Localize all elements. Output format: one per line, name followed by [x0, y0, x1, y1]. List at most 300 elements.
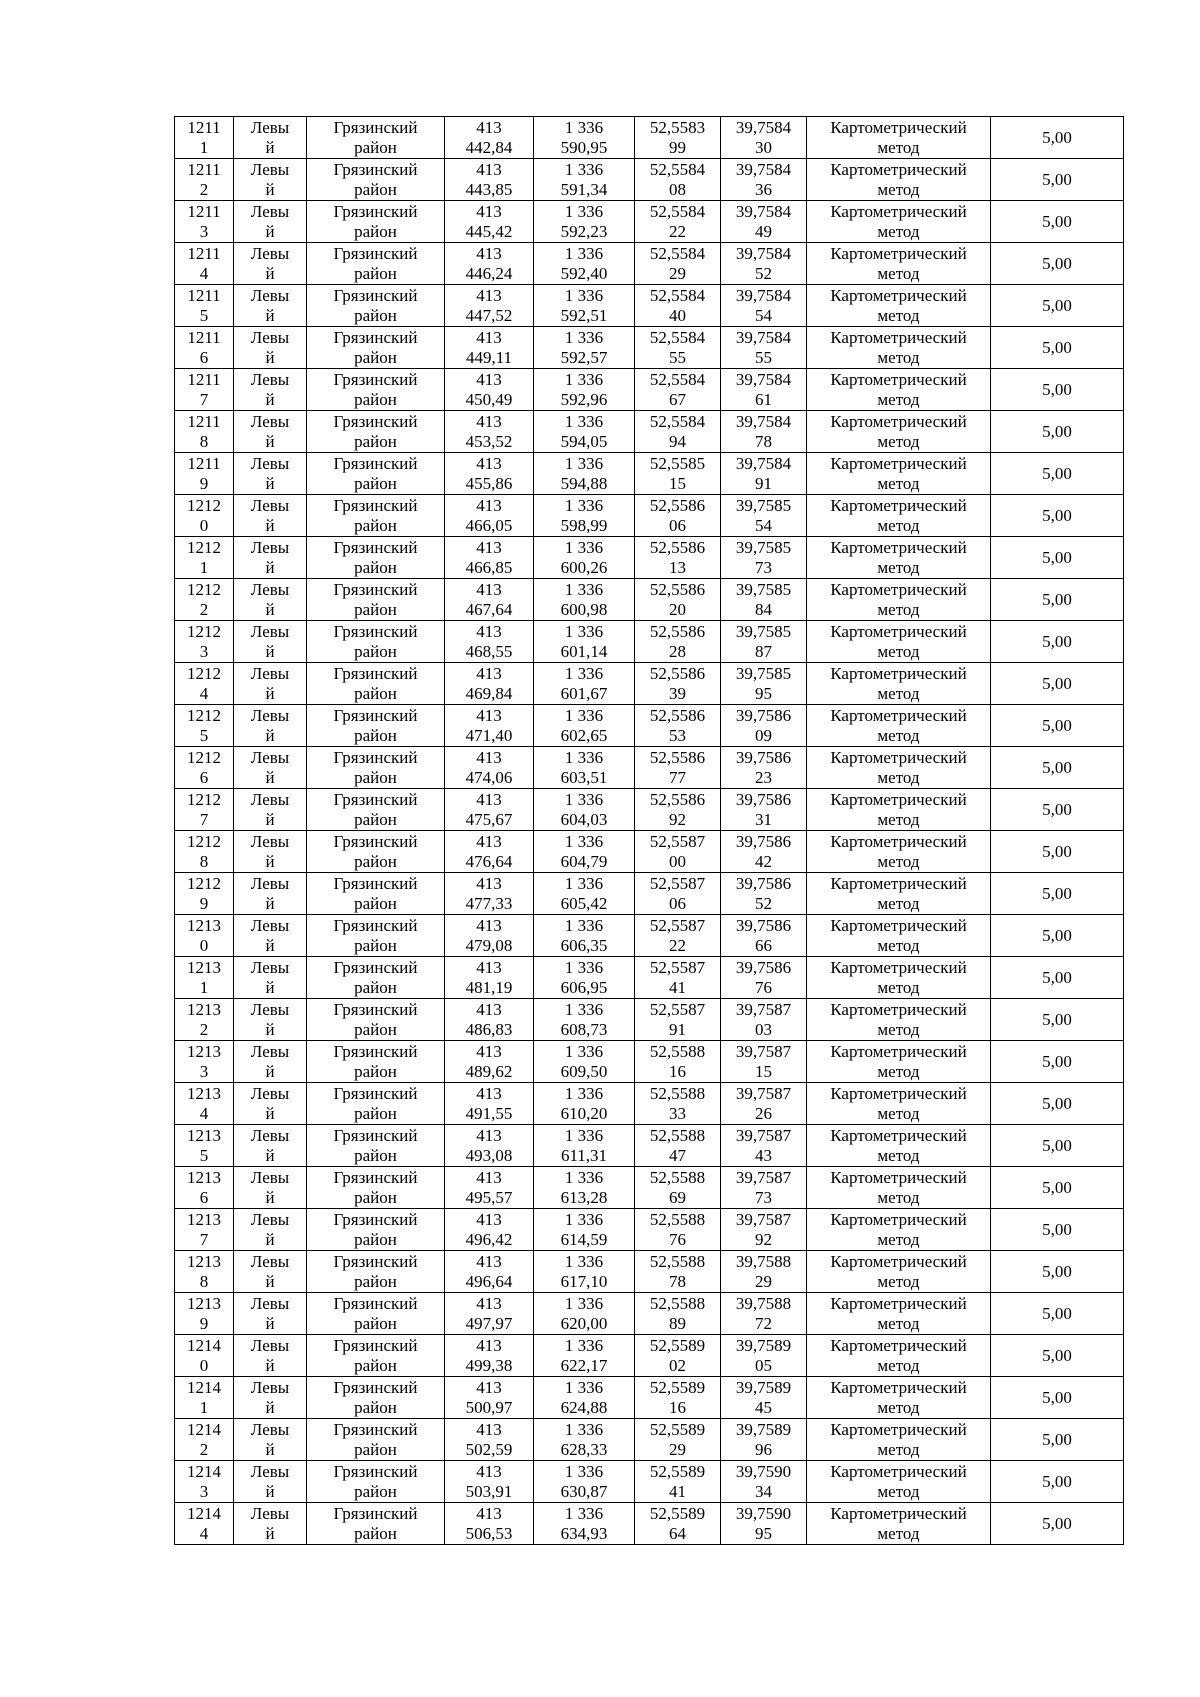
- table-row: [175, 327, 1124, 369]
- method-cell-line: Картометрический: [830, 705, 967, 725]
- point-number-cell: [175, 1461, 234, 1503]
- latitude-cell-line: 52,5586: [649, 747, 706, 767]
- x-coordinate-cell-line: 413: [476, 705, 502, 725]
- latitude-cell-line: 40: [669, 305, 686, 325]
- side-cell-line: Левы: [250, 705, 290, 725]
- x-coordinate-cell-line: 413: [476, 1419, 502, 1439]
- district-cell: [307, 1167, 445, 1209]
- x-coordinate-cell-line: 477,33: [465, 893, 513, 913]
- point-number-cell: [175, 957, 234, 999]
- y-coordinate-cell-line: 591,34: [560, 179, 608, 199]
- district-cell: [307, 1335, 445, 1377]
- accuracy-cell: 5,00: [991, 579, 1124, 621]
- district-cell: [307, 873, 445, 915]
- point-number-cell-line: 1213: [187, 915, 221, 935]
- y-coordinate-cell-line: 590,95: [560, 137, 608, 157]
- latitude-cell-line: 52,5586: [649, 789, 706, 809]
- longitude-cell-line: 23: [755, 767, 772, 787]
- district-cell-line: Грязинский: [333, 1251, 418, 1271]
- accuracy-cell: 5,00: [991, 1125, 1124, 1167]
- accuracy-cell: 5,00: [991, 915, 1124, 957]
- district-cell-line: район: [354, 1061, 397, 1081]
- longitude-cell-line: 43: [755, 1145, 772, 1165]
- point-number-cell: [175, 1419, 234, 1461]
- district-cell-line: Грязинский: [333, 285, 418, 305]
- district-cell-line: район: [354, 599, 397, 619]
- point-number-cell: [175, 453, 234, 495]
- district-cell-line: Грязинский: [333, 1503, 418, 1523]
- method-cell-line: метод: [877, 1271, 920, 1291]
- method-cell: [807, 495, 991, 537]
- table-row: [175, 1209, 1124, 1251]
- district-cell: [307, 243, 445, 285]
- point-number-cell-line: 1212: [187, 747, 221, 767]
- table-row: [175, 1503, 1124, 1545]
- y-coordinate-cell-line: 1 336: [564, 831, 604, 851]
- latitude-cell-line: 39: [669, 683, 686, 703]
- district-cell-line: район: [354, 263, 397, 283]
- y-coordinate-cell: [534, 369, 635, 411]
- x-coordinate-cell-line: 413: [476, 369, 502, 389]
- longitude-cell-line: 39,7590: [735, 1503, 792, 1523]
- point-number-cell-line: 6: [199, 347, 209, 367]
- table-row: [175, 1335, 1124, 1377]
- y-coordinate-cell-line: 617,10: [560, 1271, 608, 1291]
- side-cell-line: й: [265, 1481, 275, 1501]
- longitude-cell-line: 39,7588: [735, 1293, 792, 1313]
- y-coordinate-cell-line: 610,20: [560, 1103, 608, 1123]
- method-cell-line: Картометрический: [830, 1167, 967, 1187]
- point-number-cell: [175, 285, 234, 327]
- y-coordinate-cell: [534, 1377, 635, 1419]
- point-number-cell-line: 1211: [187, 243, 221, 263]
- district-cell-line: Грязинский: [333, 957, 418, 977]
- method-cell: [807, 789, 991, 831]
- accuracy-cell: 5,00: [991, 243, 1124, 285]
- table-row: [175, 1083, 1124, 1125]
- side-cell: [234, 1251, 307, 1293]
- method-cell-line: метод: [877, 1355, 920, 1375]
- longitude-cell-line: 76: [755, 977, 772, 997]
- longitude-cell-line: 15: [755, 1061, 772, 1081]
- district-cell: [307, 663, 445, 705]
- point-number-cell: [175, 495, 234, 537]
- y-coordinate-cell-line: 611,31: [560, 1145, 608, 1165]
- latitude-cell: [635, 453, 721, 495]
- latitude-cell: [635, 831, 721, 873]
- longitude-cell: [721, 327, 807, 369]
- longitude-cell-line: 39,7586: [735, 747, 792, 767]
- latitude-cell: [635, 495, 721, 537]
- point-number-cell-line: 1212: [187, 495, 221, 515]
- table-row: [175, 201, 1124, 243]
- side-cell: [234, 1419, 307, 1461]
- point-number-cell-line: 1213: [187, 1167, 221, 1187]
- y-coordinate-cell: [534, 831, 635, 873]
- longitude-cell-line: 39,7584: [735, 285, 792, 305]
- district-cell-line: Грязинский: [333, 1461, 418, 1481]
- point-number-cell: [175, 117, 234, 159]
- point-number-cell-line: 7: [199, 1229, 209, 1249]
- longitude-cell: [721, 159, 807, 201]
- method-cell: [807, 579, 991, 621]
- y-coordinate-cell-line: 1 336: [564, 411, 604, 431]
- y-coordinate-cell-line: 1 336: [564, 999, 604, 1019]
- longitude-cell: [721, 1251, 807, 1293]
- district-cell: [307, 1125, 445, 1167]
- x-coordinate-cell-line: 413: [476, 1377, 502, 1397]
- latitude-cell-line: 06: [669, 893, 686, 913]
- x-coordinate-cell-line: 413: [476, 453, 502, 473]
- side-cell: [234, 201, 307, 243]
- method-cell-line: Картометрический: [830, 1125, 967, 1145]
- point-number-cell-line: 1213: [187, 1125, 221, 1145]
- y-coordinate-cell-line: 1 336: [564, 159, 604, 179]
- district-cell: [307, 621, 445, 663]
- y-coordinate-cell-line: 622,17: [560, 1355, 608, 1375]
- x-coordinate-cell: [445, 957, 534, 999]
- x-coordinate-cell: [445, 285, 534, 327]
- longitude-cell: [721, 999, 807, 1041]
- latitude-cell: [635, 705, 721, 747]
- point-number-cell-line: 3: [199, 221, 209, 241]
- side-cell-line: Левы: [250, 1041, 290, 1061]
- longitude-cell: [721, 1377, 807, 1419]
- side-cell-line: й: [265, 1271, 275, 1291]
- side-cell-line: й: [265, 305, 275, 325]
- x-coordinate-cell: [445, 579, 534, 621]
- side-cell: [234, 621, 307, 663]
- longitude-cell-line: 39,7585: [735, 579, 792, 599]
- latitude-cell-line: 52,5586: [649, 537, 706, 557]
- x-coordinate-cell-line: 476,64: [465, 851, 513, 871]
- point-number-cell: [175, 201, 234, 243]
- longitude-cell-line: 39,7590: [735, 1461, 792, 1481]
- y-coordinate-cell: [534, 1083, 635, 1125]
- longitude-cell-line: 54: [755, 305, 772, 325]
- x-coordinate-cell-line: 413: [476, 327, 502, 347]
- district-cell-line: Грязинский: [333, 201, 418, 221]
- longitude-cell: [721, 1041, 807, 1083]
- latitude-cell: [635, 579, 721, 621]
- longitude-cell: [721, 243, 807, 285]
- method-cell-line: Картометрический: [830, 453, 967, 473]
- method-cell-line: метод: [877, 515, 920, 535]
- longitude-cell-line: 39,7584: [735, 369, 792, 389]
- x-coordinate-cell-line: 493,08: [465, 1145, 513, 1165]
- longitude-cell-line: 39,7587: [735, 1167, 792, 1187]
- side-cell-line: Левы: [250, 915, 290, 935]
- point-number-cell-line: 0: [199, 1355, 209, 1375]
- point-number-cell-line: 3: [199, 1481, 209, 1501]
- point-number-cell-line: 6: [199, 1187, 209, 1207]
- side-cell-line: й: [265, 389, 275, 409]
- method-cell-line: метод: [877, 137, 920, 157]
- method-cell: [807, 1041, 991, 1083]
- longitude-cell: [721, 453, 807, 495]
- latitude-cell-line: 52,5584: [649, 243, 706, 263]
- latitude-cell: [635, 1461, 721, 1503]
- y-coordinate-cell: [534, 873, 635, 915]
- district-cell-line: Грязинский: [333, 1377, 418, 1397]
- side-cell: [234, 453, 307, 495]
- x-coordinate-cell-line: 413: [476, 621, 502, 641]
- method-cell: [807, 1293, 991, 1335]
- accuracy-cell: 5,00: [991, 1461, 1124, 1503]
- point-number-cell-line: 1213: [187, 1083, 221, 1103]
- longitude-cell-line: 39,7589: [735, 1419, 792, 1439]
- district-cell: [307, 915, 445, 957]
- table-row: [175, 621, 1124, 663]
- side-cell-line: й: [265, 473, 275, 493]
- latitude-cell-line: 52,5583: [649, 117, 706, 137]
- table-row: [175, 411, 1124, 453]
- x-coordinate-cell-line: 495,57: [465, 1187, 513, 1207]
- side-cell: [234, 243, 307, 285]
- district-cell-line: Грязинский: [333, 117, 418, 137]
- district-cell-line: Грязинский: [333, 621, 418, 641]
- accuracy-cell: 5,00: [991, 159, 1124, 201]
- x-coordinate-cell: [445, 1377, 534, 1419]
- x-coordinate-cell-line: 443,85: [465, 179, 513, 199]
- side-cell: [234, 117, 307, 159]
- x-coordinate-cell: [445, 915, 534, 957]
- method-cell-line: метод: [877, 263, 920, 283]
- table-row: [175, 915, 1124, 957]
- latitude-cell: [635, 1167, 721, 1209]
- table-row: [175, 1167, 1124, 1209]
- x-coordinate-cell-line: 497,97: [465, 1313, 513, 1333]
- district-cell-line: район: [354, 1229, 397, 1249]
- y-coordinate-cell-line: 594,05: [560, 431, 608, 451]
- point-number-cell: [175, 705, 234, 747]
- latitude-cell-line: 08: [669, 179, 686, 199]
- x-coordinate-cell-line: 413: [476, 663, 502, 683]
- district-cell-line: Грязинский: [333, 495, 418, 515]
- y-coordinate-cell-line: 1 336: [564, 957, 604, 977]
- y-coordinate-cell-line: 1 336: [564, 663, 604, 683]
- method-cell: [807, 285, 991, 327]
- method-cell-line: Картометрический: [830, 1041, 967, 1061]
- point-number-cell-line: 5: [199, 305, 209, 325]
- method-cell-line: метод: [877, 893, 920, 913]
- latitude-cell-line: 06: [669, 515, 686, 535]
- district-cell-line: Грязинский: [333, 1125, 418, 1145]
- point-number-cell-line: 1214: [187, 1461, 221, 1481]
- x-coordinate-cell-line: 479,08: [465, 935, 513, 955]
- district-cell-line: район: [354, 851, 397, 871]
- method-cell-line: метод: [877, 809, 920, 829]
- y-coordinate-cell-line: 1 336: [564, 1293, 604, 1313]
- accuracy-cell: 5,00: [991, 1293, 1124, 1335]
- side-cell-line: Левы: [250, 579, 290, 599]
- point-number-cell: [175, 369, 234, 411]
- longitude-cell-line: 91: [755, 473, 772, 493]
- y-coordinate-cell-line: 592,51: [560, 305, 608, 325]
- side-cell: [234, 159, 307, 201]
- point-number-cell-line: 1211: [187, 369, 221, 389]
- x-coordinate-cell-line: 413: [476, 1083, 502, 1103]
- y-coordinate-cell-line: 592,96: [560, 389, 608, 409]
- side-cell-line: й: [265, 137, 275, 157]
- y-coordinate-cell-line: 614,59: [560, 1229, 608, 1249]
- point-number-cell-line: 8: [199, 431, 209, 451]
- method-cell: [807, 369, 991, 411]
- side-cell-line: й: [265, 641, 275, 661]
- side-cell: [234, 663, 307, 705]
- district-cell-line: Грязинский: [333, 873, 418, 893]
- latitude-cell-line: 52,5587: [649, 915, 706, 935]
- longitude-cell-line: 87: [755, 641, 772, 661]
- x-coordinate-cell-line: 413: [476, 579, 502, 599]
- x-coordinate-cell-line: 469,84: [465, 683, 513, 703]
- district-cell-line: район: [354, 389, 397, 409]
- district-cell-line: Грязинский: [333, 789, 418, 809]
- district-cell-line: Грязинский: [333, 1419, 418, 1439]
- y-coordinate-cell-line: 1 336: [564, 1125, 604, 1145]
- side-cell: [234, 831, 307, 873]
- x-coordinate-cell-line: 471,40: [465, 725, 513, 745]
- district-cell: [307, 1503, 445, 1545]
- method-cell-line: метод: [877, 431, 920, 451]
- method-cell: [807, 243, 991, 285]
- x-coordinate-cell: [445, 453, 534, 495]
- longitude-cell-line: 31: [755, 809, 772, 829]
- latitude-cell-line: 52,5587: [649, 831, 706, 851]
- method-cell-line: Картометрический: [830, 999, 967, 1019]
- y-coordinate-cell-line: 600,98: [560, 599, 608, 619]
- district-cell-line: Грязинский: [333, 327, 418, 347]
- side-cell: [234, 285, 307, 327]
- side-cell: [234, 957, 307, 999]
- table-row: [175, 873, 1124, 915]
- table-row: [175, 789, 1124, 831]
- latitude-cell: [635, 789, 721, 831]
- x-coordinate-cell: [445, 327, 534, 369]
- latitude-cell: [635, 1251, 721, 1293]
- table-row: [175, 369, 1124, 411]
- latitude-cell-line: 52,5589: [649, 1377, 706, 1397]
- side-cell-line: й: [265, 221, 275, 241]
- accuracy-cell: 5,00: [991, 621, 1124, 663]
- latitude-cell-line: 52,5584: [649, 159, 706, 179]
- accuracy-cell: 5,00: [991, 789, 1124, 831]
- method-cell-line: метод: [877, 1103, 920, 1123]
- x-coordinate-cell-line: 413: [476, 537, 502, 557]
- district-cell-line: Грязинский: [333, 999, 418, 1019]
- latitude-cell-line: 20: [669, 599, 686, 619]
- side-cell: [234, 579, 307, 621]
- district-cell-line: Грязинский: [333, 831, 418, 851]
- latitude-cell-line: 52,5589: [649, 1335, 706, 1355]
- district-cell-line: район: [354, 137, 397, 157]
- y-coordinate-cell: [534, 747, 635, 789]
- point-number-cell: [175, 411, 234, 453]
- table-row: [175, 117, 1124, 159]
- district-cell-line: район: [354, 977, 397, 997]
- longitude-cell-line: 26: [755, 1103, 772, 1123]
- method-cell: [807, 873, 991, 915]
- latitude-cell-line: 52,5584: [649, 285, 706, 305]
- point-number-cell-line: 2: [199, 1019, 209, 1039]
- district-cell-line: Грязинский: [333, 159, 418, 179]
- x-coordinate-cell-line: 468,55: [465, 641, 513, 661]
- y-coordinate-cell-line: 1 336: [564, 1335, 604, 1355]
- longitude-cell-line: 95: [755, 683, 772, 703]
- accuracy-cell: 5,00: [991, 999, 1124, 1041]
- method-cell: [807, 1083, 991, 1125]
- district-cell-line: район: [354, 1271, 397, 1291]
- latitude-cell: [635, 1419, 721, 1461]
- method-cell-line: метод: [877, 641, 920, 661]
- point-number-cell-line: 2: [199, 1439, 209, 1459]
- side-cell-line: Левы: [250, 663, 290, 683]
- side-cell-line: й: [265, 1523, 275, 1543]
- district-cell-line: Грязинский: [333, 243, 418, 263]
- longitude-cell-line: 42: [755, 851, 772, 871]
- x-coordinate-cell-line: 413: [476, 1125, 502, 1145]
- method-cell: [807, 117, 991, 159]
- latitude-cell-line: 00: [669, 851, 686, 871]
- longitude-cell-line: 73: [755, 1187, 772, 1207]
- x-coordinate-cell-line: 413: [476, 1461, 502, 1481]
- longitude-cell: [721, 957, 807, 999]
- method-cell: [807, 1335, 991, 1377]
- method-cell-line: Картометрический: [830, 747, 967, 767]
- accuracy-cell: 5,00: [991, 201, 1124, 243]
- y-coordinate-cell: [534, 159, 635, 201]
- district-cell: [307, 705, 445, 747]
- district-cell-line: район: [354, 1187, 397, 1207]
- x-coordinate-cell-line: 413: [476, 747, 502, 767]
- longitude-cell: [721, 411, 807, 453]
- district-cell-line: район: [354, 305, 397, 325]
- point-number-cell-line: 2: [199, 599, 209, 619]
- method-cell-line: Картометрический: [830, 873, 967, 893]
- method-cell-line: метод: [877, 1313, 920, 1333]
- y-coordinate-cell: [534, 1503, 635, 1545]
- side-cell: [234, 1503, 307, 1545]
- method-cell-line: Картометрический: [830, 1335, 967, 1355]
- x-coordinate-cell-line: 500,97: [465, 1397, 513, 1417]
- y-coordinate-cell: [534, 1167, 635, 1209]
- district-cell: [307, 1251, 445, 1293]
- point-number-cell-line: 7: [199, 389, 209, 409]
- latitude-cell-line: 77: [669, 767, 686, 787]
- method-cell-line: Картометрический: [830, 621, 967, 641]
- longitude-cell: [721, 1209, 807, 1251]
- latitude-cell-line: 67: [669, 389, 686, 409]
- method-cell-line: метод: [877, 1397, 920, 1417]
- side-cell: [234, 1293, 307, 1335]
- point-number-cell: [175, 1251, 234, 1293]
- x-coordinate-cell-line: 413: [476, 201, 502, 221]
- x-coordinate-cell-line: 413: [476, 117, 502, 137]
- point-number-cell: [175, 1167, 234, 1209]
- longitude-cell-line: 39,7589: [735, 1377, 792, 1397]
- x-coordinate-cell-line: 467,64: [465, 599, 513, 619]
- latitude-cell-line: 89: [669, 1313, 686, 1333]
- side-cell-line: й: [265, 431, 275, 451]
- point-number-cell: [175, 873, 234, 915]
- longitude-cell-line: 36: [755, 179, 772, 199]
- latitude-cell-line: 52,5588: [649, 1209, 706, 1229]
- latitude-cell-line: 52,5586: [649, 495, 706, 515]
- point-number-cell-line: 1213: [187, 1041, 221, 1061]
- method-cell-line: Картометрический: [830, 1083, 967, 1103]
- x-coordinate-cell: [445, 1083, 534, 1125]
- side-cell-line: й: [265, 1187, 275, 1207]
